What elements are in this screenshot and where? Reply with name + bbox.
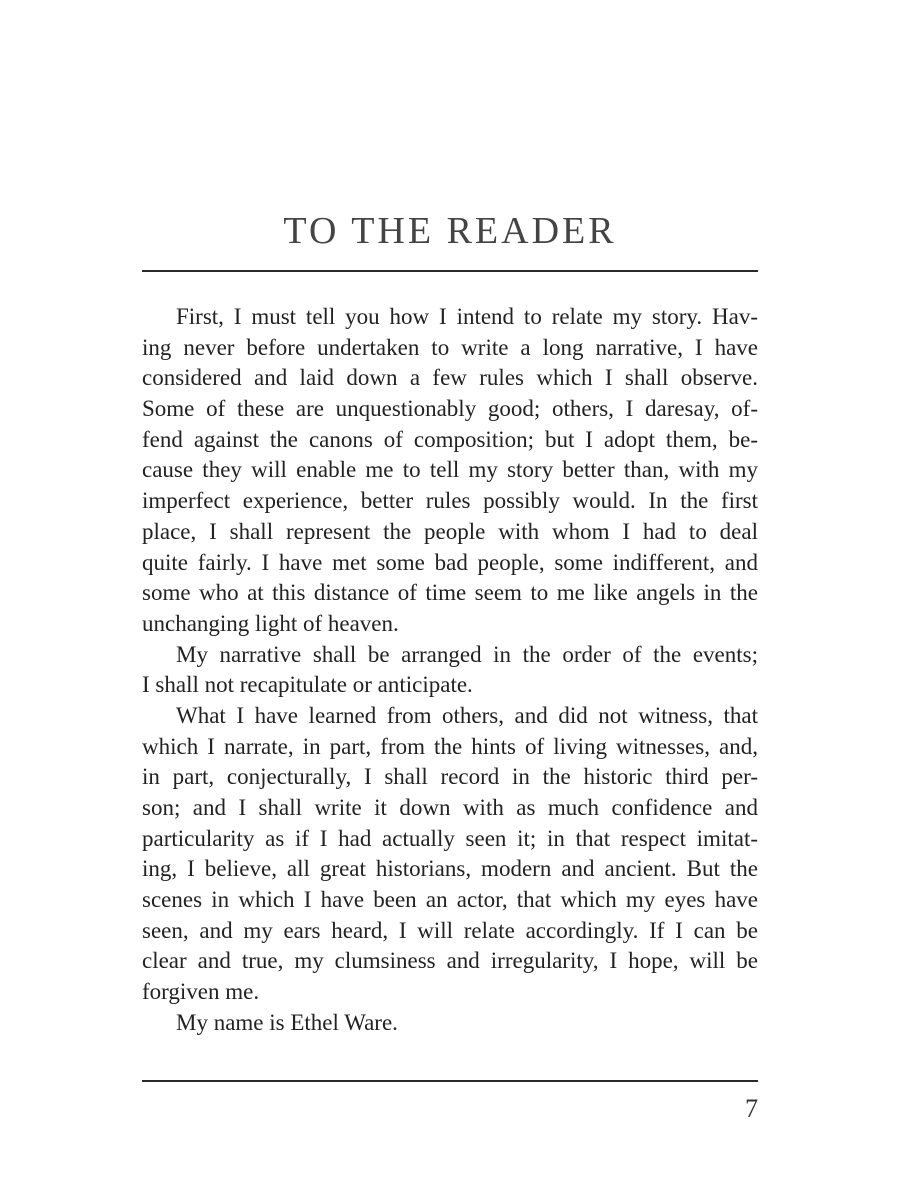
text-line: cause they will enable me to tell my story better than, with my — [142, 457, 758, 483]
text-line: son; and I shall write it down with as much confidence and — [142, 795, 758, 820]
text-line: ing never before undertaken to write a long narrative, I have — [142, 334, 758, 360]
chapter-title: TO THE READER — [283, 210, 617, 252]
text-line: First, I must tell you how I intend to relate my story. Hav- — [176, 304, 758, 329]
footer-rule — [142, 1080, 758, 1082]
text-line: considered and laid down a few rules which I shall observe. — [142, 365, 758, 391]
text-line: in part, conjecturally, I shall record in the historic third per- — [142, 764, 758, 790]
text-line: quite fairly. I have met some bad people, some indifferent, and — [142, 549, 758, 575]
text-line: forgiven me. — [142, 979, 260, 1005]
text-line: some who at this distance of time seem to me like angels in the — [142, 580, 758, 606]
text-line: fend against the canons of composition; but I adopt them, be- — [142, 426, 758, 452]
text-line: which I narrate, in part, from the hints of living witnesses, and, — [142, 733, 758, 759]
body-text — [142, 302, 758, 1039]
paragraph — [142, 302, 758, 640]
page-number: 7 — [745, 1094, 758, 1123]
paragraph — [142, 1008, 758, 1039]
text-line: clear and true, my clumsiness and irregularity, I hope, will be — [142, 948, 758, 974]
text-line: My narrative shall be arranged in the order of the events; — [176, 641, 758, 667]
text-line: particularity as if I had actually seen it; in that respect imitat- — [142, 825, 758, 851]
text-line: ing, I believe, all great historians, modern and ancient. But the — [142, 856, 758, 882]
text-line: seen, and my ears heard, I will relate accordingly. If I can be — [142, 917, 758, 943]
text-line: place, I shall represent the people with whom I had to deal — [142, 518, 758, 544]
text-line: What I have learned from others, and did not witness, that — [176, 702, 758, 728]
paragraph — [142, 701, 758, 1008]
text-line: scenes in which I have been an actor, that which my eyes have — [142, 887, 758, 913]
text-line: I shall not recapitulate or anticipate. — [142, 672, 473, 698]
text-line: Some of these are unquestionably good; others, I daresay, of- — [142, 396, 758, 422]
paragraph — [142, 640, 758, 701]
text-line: unchanging light of heaven. — [142, 610, 399, 636]
text-line: imperfect experience, better rules possibly would. In the first — [142, 488, 758, 514]
text-line: My name is Ethel Ware. — [176, 1009, 398, 1035]
title-rule — [142, 270, 758, 272]
